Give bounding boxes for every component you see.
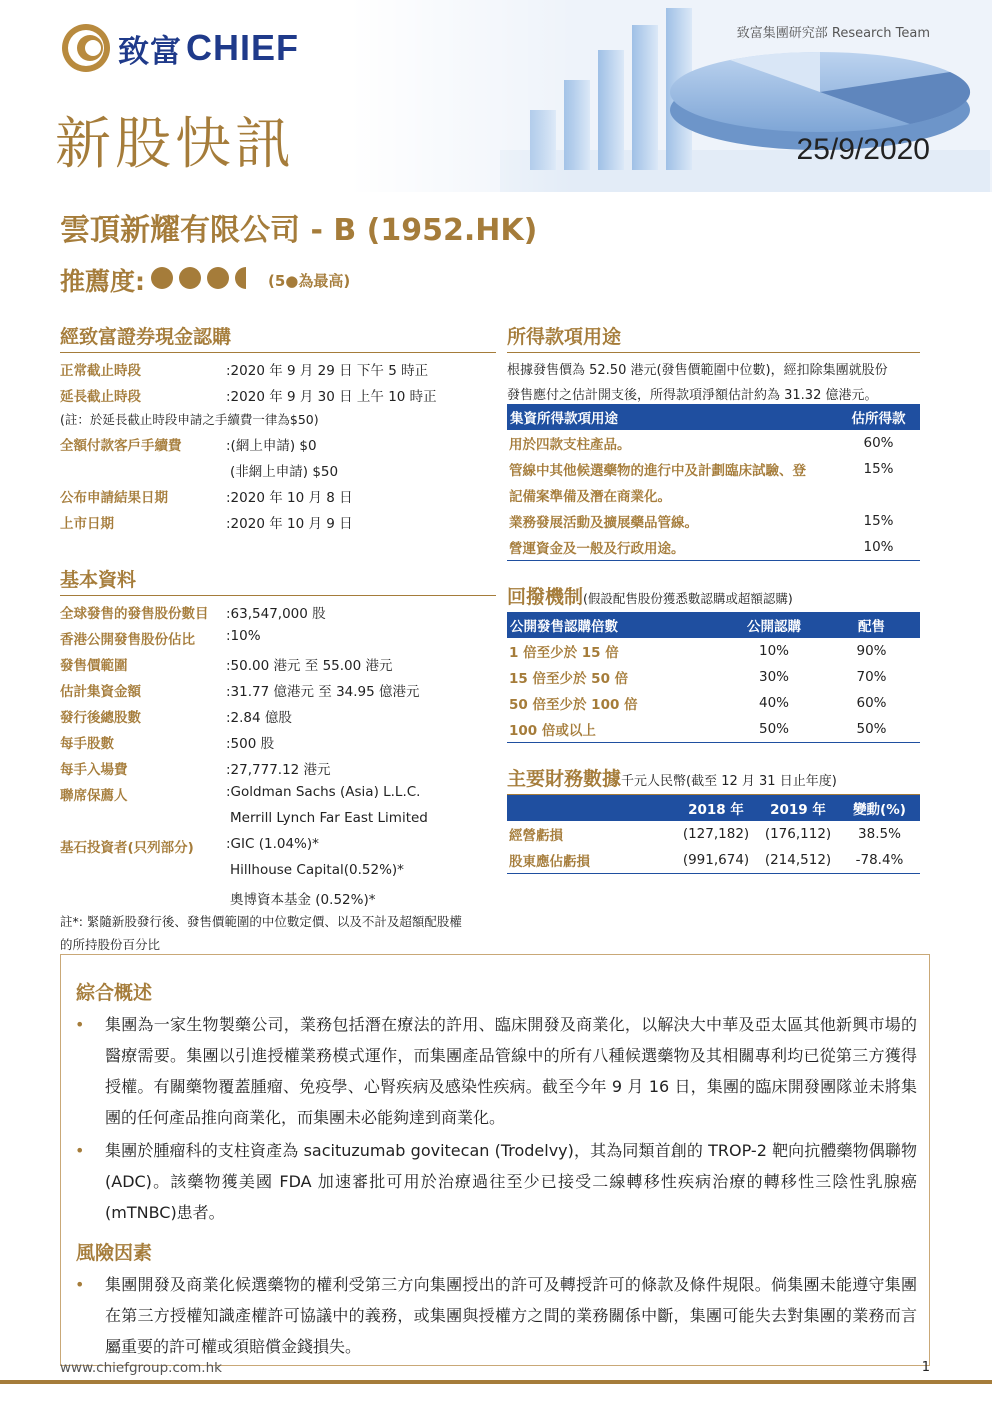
table-row: 管線中其他候選藥物的進行中及計劃臨床試驗、登 15%	[509, 461, 894, 479]
clawback-heading: 回撥機制(假設配售股份獲悉數認購或超額認購)	[507, 582, 920, 613]
table-row: 業務發展活動及擴展藥品管線。 15%	[509, 513, 894, 531]
sub-value: :2020 年 10 月 8 日	[226, 490, 353, 506]
table-row: 50 倍至少於 100 倍 40% 60%	[509, 695, 887, 713]
company-logo	[60, 22, 299, 74]
fee-online: :(網上申請) $0	[226, 438, 317, 454]
rating-label: 推薦度:	[60, 267, 145, 296]
subscription-heading: 經致富證券現金認購	[60, 322, 496, 353]
proceeds-heading: 所得款項用途	[507, 322, 920, 353]
cornerstone-1: :GIC (1.04%)*	[226, 836, 319, 852]
sub-row: 延長截止時段	[60, 389, 141, 405]
table-row: 記備案準備及潛在商業化。	[509, 489, 671, 505]
proceeds-table	[507, 404, 920, 561]
sub-value: :2020 年 9 月 29 日 下午 5 時正	[226, 363, 429, 379]
company-name: 雲頂新耀有限公司 - B (1952.HK)	[60, 213, 538, 248]
rating-note: (5●為最高)	[268, 271, 351, 290]
report-brand-title: 新股快訊	[55, 112, 295, 177]
fee-offline: (非網上申請) $50	[230, 464, 339, 480]
report-date: 25/9/2020	[796, 133, 930, 166]
table-row: 100 倍或以上 50% 50%	[507, 716, 920, 742]
overview-bullet-1: • 集團為一家生物製藥公司，業務包括潛在療法的許用、臨床開發及商業化，以解決大中華及亞太區其他新興市場的醫療需要。集團以引進授權業務模式運作，而集團產品管線中的所有八種候選藥物及其相關專利均已從第三方獲得授權。有關藥物覆蓋腫瘤、免疫學、心腎疾病及感染性疾病。截至今年 9 月 16 日，集團的臨床開發團隊並未將集團的任何產品推向商業化，而集團未必能夠達到商業化。	[105, 1009, 917, 1133]
basic-footnote-2: 的所持股份百分比	[60, 937, 161, 952]
logo-english-text: CHIEF	[186, 27, 299, 68]
proceeds-intro-2: 發售應付之估計開支後，所得款項淨額估計約為 31.32 億港元。	[507, 388, 878, 403]
proceeds-col-use: 集資所得款項用途	[507, 404, 837, 430]
table-row: 1 倍至少於 15 倍 10% 90%	[509, 643, 887, 661]
basic-info-heading: 基本資料	[60, 565, 496, 596]
sub-note: (註：於延長截止時段申請之手續費一律為$50)	[60, 412, 319, 427]
fee-label: 全額付款客戶手續費	[60, 438, 182, 454]
sponsor-2: Merrill Lynch Far East Limited	[230, 810, 428, 826]
overview-bullet-2: • 集團於腫瘤科的支柱資產為 sacituzumab govitecan (Trodelvy)，其為同類首創的 TROP-2 靶向抗體藥物偶聯物(ADC)。該藥物獲美國 FDA 加速審批可用於治療過往至少已接受二線轉移性疾病治療的轉移性三陰性乳腺癌(mTNBC)患者。	[105, 1135, 917, 1228]
financials-table: 2018 年 2019 年 變動(%) 經營虧損 (127,182) (176,112) 38.5% 股東應佔虧損 (991,674) (214,512) -78.4%	[507, 795, 920, 874]
summary-box	[60, 954, 930, 1366]
basic-footnote-1: 註*: 緊隨新股發行後、發售價範圍的中位數定價、以及不計及超額配股權	[60, 914, 462, 929]
rating	[60, 262, 350, 298]
table-row: 股東應佔虧損 (991,674) (214,512) -78.4%	[507, 847, 920, 873]
rating-dot-icon	[179, 267, 201, 289]
cornerstone-3: 奧博資本基金 (0.52%)*	[230, 892, 376, 908]
table-row: 營運資金及一般及行政用途。 10%	[507, 534, 920, 560]
research-team-label: 致富集團研究部 Research Team	[736, 26, 930, 41]
sub-row: 正常截止時段	[60, 363, 141, 379]
table-row: 用於四款支柱產品。 60%	[509, 435, 894, 453]
table-row: 15 倍至少於 50 倍 30% 70%	[509, 669, 887, 687]
sub-row: 上市日期	[60, 516, 114, 532]
risk-heading: 風險因素	[76, 1242, 153, 1264]
sponsor-label: 聯席保薦人	[60, 788, 128, 804]
clawback-table: 公開發售認購倍數 公開認購 配售 1 倍至少於 15 倍 10% 90% 15 倍至少於 50 倍 30% 70% 50 倍至少於 100 倍 40% 60% 100 倍或以上 50% 50%	[507, 612, 920, 743]
sub-value: :2020 年 9 月 30 日 上午 10 時正	[226, 389, 437, 405]
risk-bullet-1: • 集團開發及商業化候選藥物的權利受第三方向集團授出的許可及轉授許可的條款及條件規限。倘集團未能遵守集團在第三方授權知識產權許可協議中的義務，或集團與授權方之間的業務關係中斷，集團可能失去對集團的業務而言屬重要的許可權或須賠償金錢損失。	[105, 1269, 917, 1362]
rating-half-dot-icon	[235, 267, 246, 289]
financials-heading: 主要財務數據千元人民幣(截至 12 月 31 日止年度)	[507, 764, 920, 795]
page-number: 1	[921, 1360, 930, 1375]
chief-logo-icon	[60, 22, 112, 74]
footer-divider	[0, 1380, 992, 1384]
proceeds-col-pct: 估所得款	[837, 404, 920, 430]
proceeds-intro-1: 根據發售價為 52.50 港元(發售價範圍中位數)，經扣除集團就股份	[507, 363, 888, 378]
overview-heading: 綜合概述	[76, 982, 153, 1004]
sponsor-1: :Goldman Sachs (Asia) L.L.C.	[226, 784, 421, 800]
logo-chinese-text: 致富	[118, 33, 182, 70]
sub-row: 公布申請結果日期	[60, 490, 168, 506]
rating-dot-icon	[207, 267, 229, 289]
rating-dots	[145, 267, 246, 293]
sub-value: :2020 年 10 月 9 日	[226, 516, 353, 532]
rating-dot-icon	[151, 267, 173, 289]
table-row: 經營虧損 (127,182) (176,112) 38.5%	[509, 826, 901, 844]
footer-website-link[interactable]: www.chiefgroup.com.hk	[60, 1360, 222, 1376]
cornerstone-2: Hillhouse Capital(0.52%)*	[230, 862, 404, 878]
cornerstone-label: 基石投資者(只列部分)	[60, 840, 194, 856]
